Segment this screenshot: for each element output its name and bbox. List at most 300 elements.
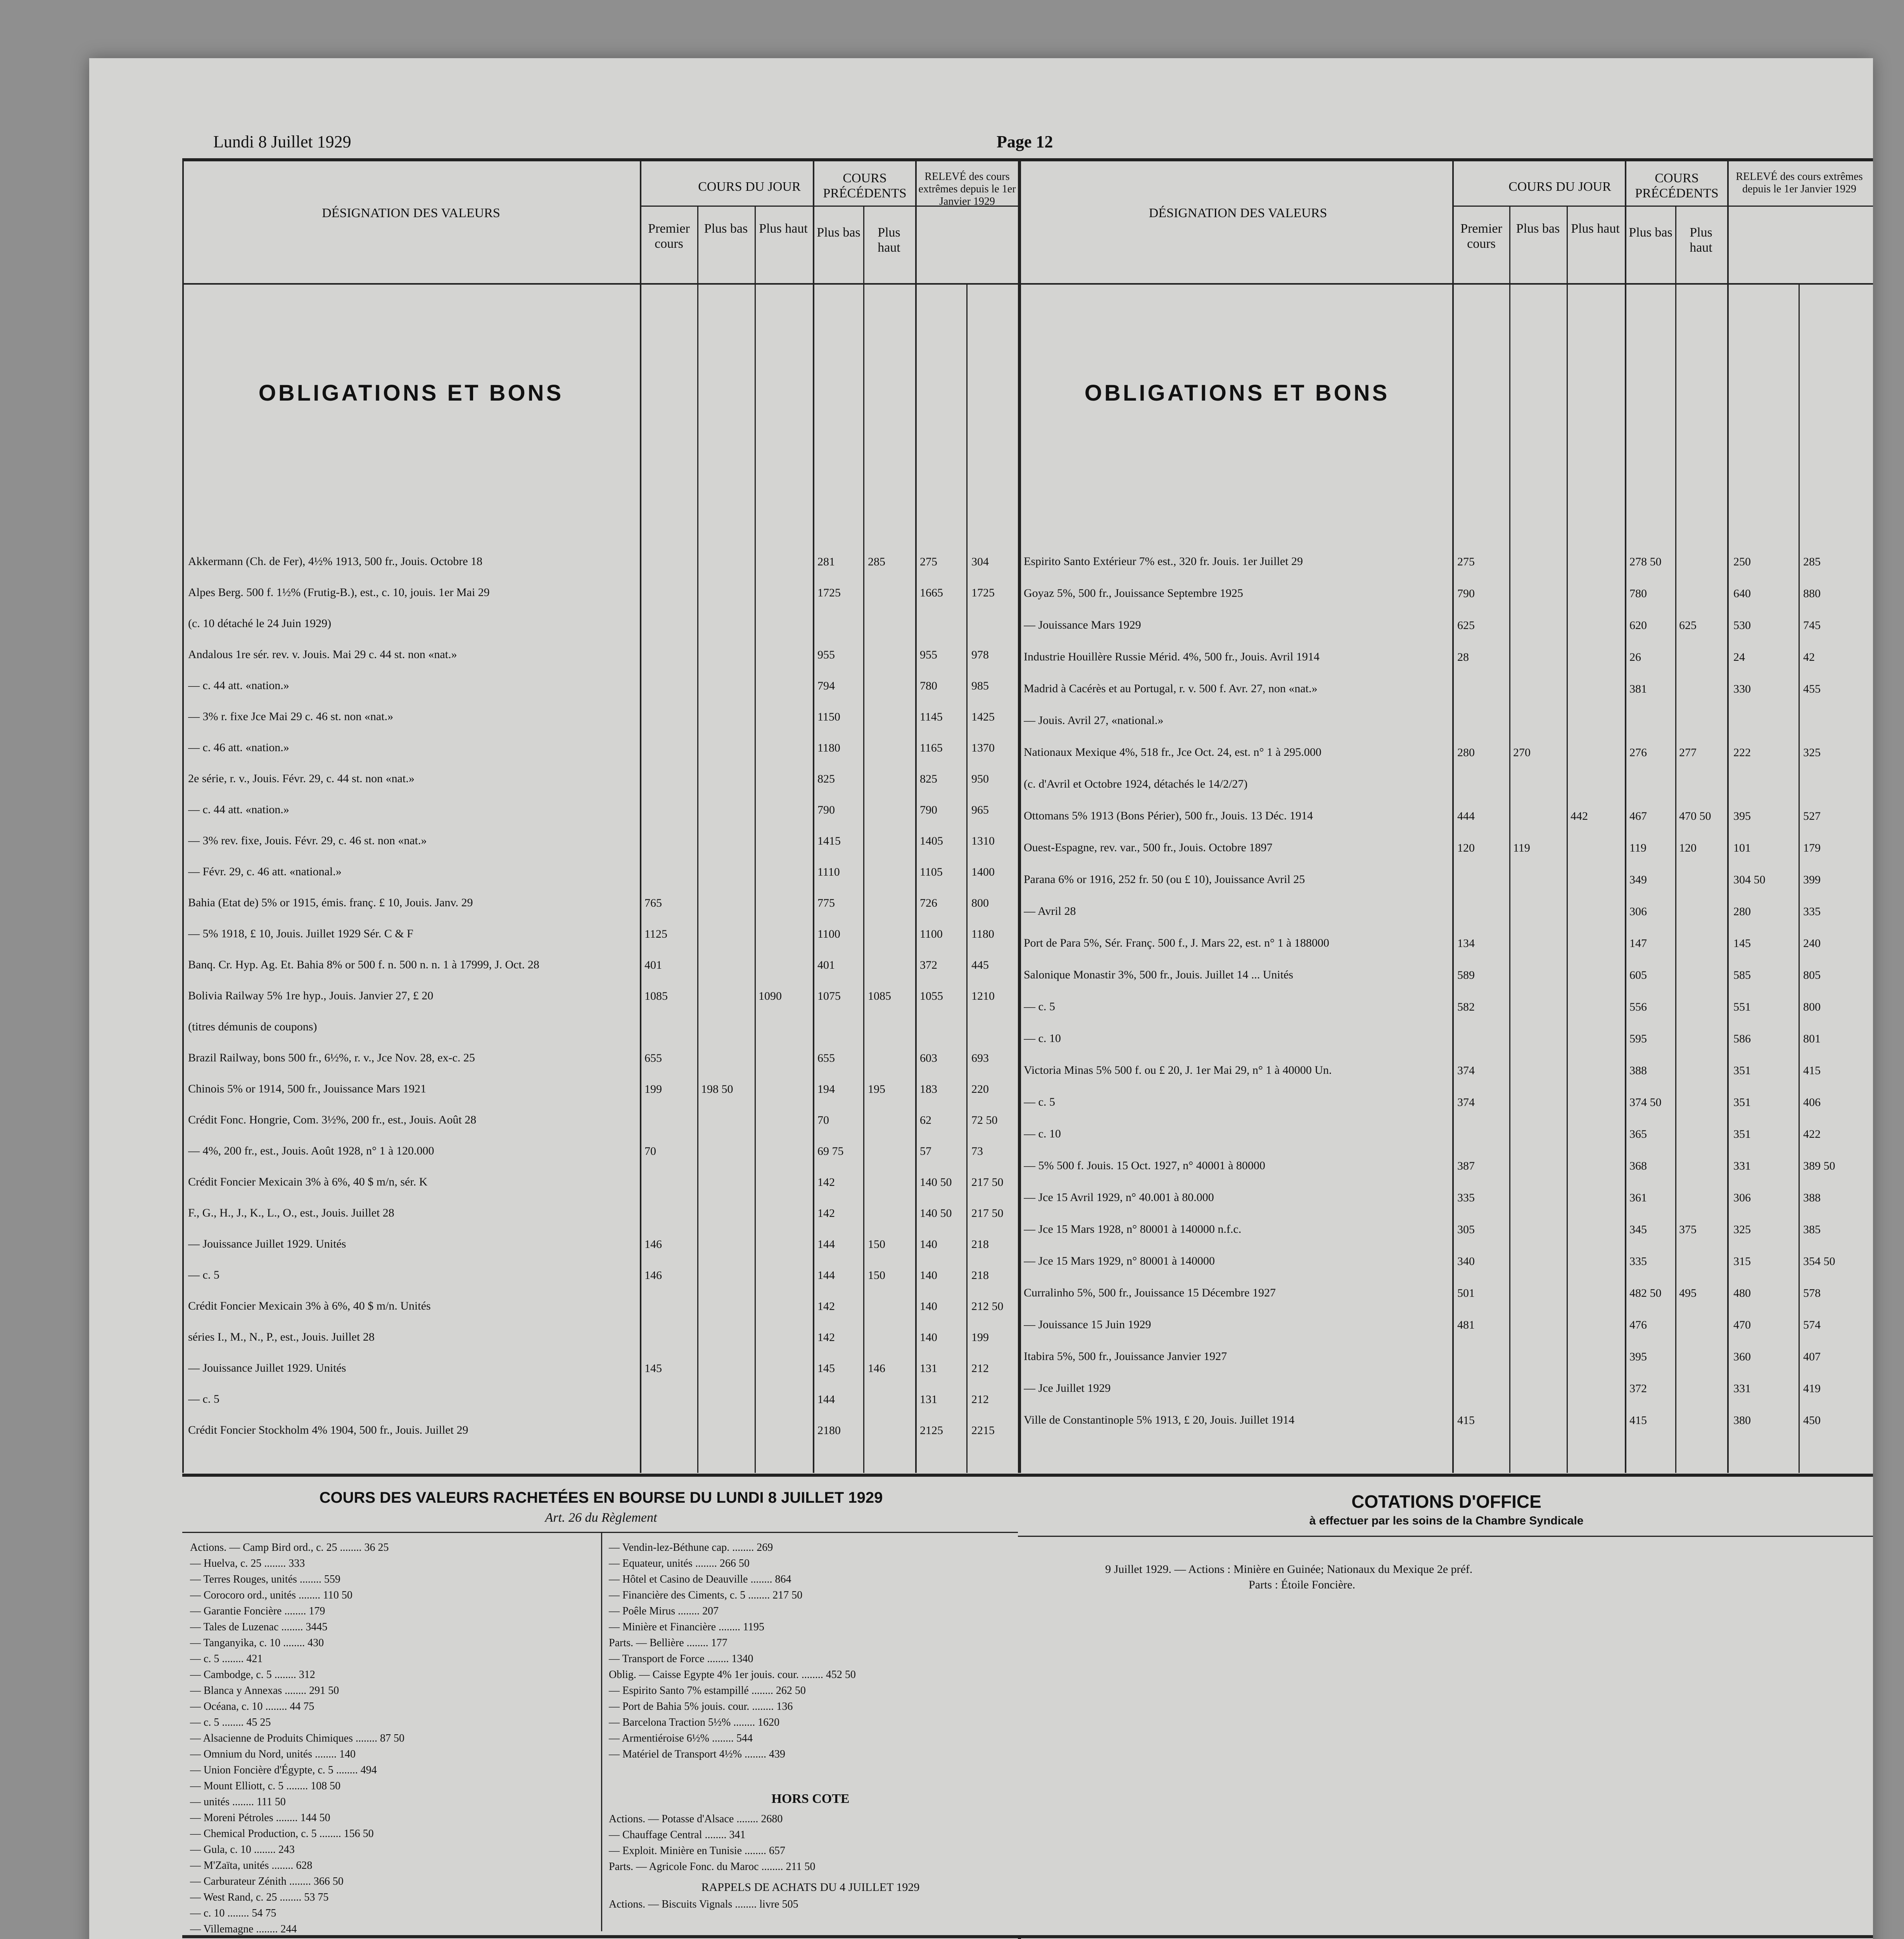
bond-value: 351 xyxy=(1733,1096,1751,1109)
bond-name: — Jouissance Juillet 1929. Unités xyxy=(188,1362,346,1374)
bond-value: 1100 xyxy=(817,928,840,940)
bond-value: 304 xyxy=(971,555,989,568)
bond-value: 217 50 xyxy=(971,1207,1004,1220)
rachetee-line: — Océana, c. 10 ........ 44 75 xyxy=(190,1701,314,1713)
bond-name: Bolivia Railway 5% 1re hyp., Jouis. Janvier 27, £ 20 xyxy=(188,989,434,1002)
bond-name: — c. 5 xyxy=(188,1393,219,1405)
bond-value: 467 xyxy=(1629,810,1647,823)
rachetee-line: — Espirito Santo 7% estampillé ........ 262 50 xyxy=(609,1685,806,1697)
bond-value: 825 xyxy=(920,772,937,785)
bond-value: 349 xyxy=(1629,873,1647,886)
rachetee-line: — Chauffage Central ........ 341 xyxy=(609,1829,746,1841)
bond-value: 119 xyxy=(1513,842,1530,854)
bond-value: 955 xyxy=(920,648,937,661)
bond-name: — Jouissance 15 Juin 1929 xyxy=(1024,1318,1151,1331)
page-number: Page 12 xyxy=(997,132,1053,151)
bond-value: 595 xyxy=(1629,1032,1647,1045)
bond-value: 950 xyxy=(971,772,989,785)
bond-name: Andalous 1re sér. rev. v. Jouis. Mai 29 c. 44 st. non «nat.» xyxy=(188,648,457,661)
bond-value: 131 xyxy=(920,1362,937,1375)
bond-value: 1405 xyxy=(920,835,943,847)
bond-name: — Jouissance Juillet 1929. Unités xyxy=(188,1237,346,1250)
bond-value: 145 xyxy=(644,1362,662,1375)
bond-name: (c. 10 détaché le 24 Juin 1929) xyxy=(188,617,332,630)
bond-name: Industrie Houillère Russie Mérid. 4%, 500 fr., Jouis. Avril 1914 xyxy=(1024,650,1320,663)
bond-name: — c. 5 xyxy=(1024,1096,1055,1108)
bond-value: 790 xyxy=(817,804,835,816)
bond-value: 220 xyxy=(971,1083,989,1096)
bond-name: Ouest-Espagne, rev. var., 500 fr., Jouis. Octobre 1897 xyxy=(1024,841,1273,854)
frame-middle xyxy=(1018,158,1021,1473)
bond-name: — c. 10 xyxy=(1024,1032,1061,1045)
rachetee-line: — Equateur, unités ........ 266 50 xyxy=(609,1557,750,1569)
bond-value: 145 xyxy=(817,1362,835,1375)
office-title: COTATIONS D'OFFICE xyxy=(1351,1491,1541,1512)
bond-value: 655 xyxy=(817,1052,835,1065)
bond-name: — 5% 1918, £ 10, Jouis. Juillet 1929 Sér. C & F xyxy=(188,927,413,940)
bond-value: 726 xyxy=(920,897,937,909)
rachetee-line: — c. 5 ........ 421 xyxy=(190,1653,263,1665)
bond-name: (c. d'Avril et Octobre 1924, détachés le 14/2/27) xyxy=(1024,778,1248,790)
bond-value: 73 xyxy=(971,1145,983,1158)
bond-value: 315 xyxy=(1733,1255,1751,1268)
bond-value: 1145 xyxy=(920,710,943,723)
top-rule xyxy=(182,158,1873,161)
bond-name: 2e série, r. v., Jouis. Févr. 29, c. 44 st. non «nat.» xyxy=(188,772,415,785)
bond-value: 1090 xyxy=(758,990,782,1002)
bond-value: 240 xyxy=(1803,937,1821,950)
bond-value: 805 xyxy=(1803,969,1821,982)
bond-value: 345 xyxy=(1629,1223,1647,1236)
bond-value: 693 xyxy=(971,1052,989,1065)
right-cours-jour-head: COURS DU JOUR xyxy=(1508,180,1611,194)
bond-value: 578 xyxy=(1803,1287,1821,1300)
bond-value: 276 xyxy=(1629,746,1647,759)
bond-value: 401 xyxy=(644,959,662,971)
rachetee-line: — c. 5 ........ 45 25 xyxy=(190,1716,271,1728)
rachetees-col2 xyxy=(609,1540,856,1762)
bond-value: 275 xyxy=(920,555,937,568)
right-prec-haut-head: Plus haut xyxy=(1690,225,1712,255)
bond-value: 146 xyxy=(644,1238,662,1251)
right-prec-bas-head: Plus bas xyxy=(1629,225,1672,240)
bond-name: — c. 44 att. «nation.» xyxy=(188,803,289,816)
bond-value: 407 xyxy=(1803,1350,1821,1363)
bond-name: Goyaz 5%, 500 fr., Jouissance Septembre 1925 xyxy=(1024,587,1243,600)
bond-value: 794 xyxy=(817,679,835,692)
rachetee-line: — Mount Elliott, c. 5 ........ 108 50 xyxy=(190,1780,341,1792)
rachetee-line: — Vendin-lez-Béthune cap. ........ 269 xyxy=(609,1542,773,1554)
bond-value: 387 xyxy=(1457,1160,1475,1172)
left-prec-haut-head: Plus haut xyxy=(878,225,900,255)
bond-value: 445 xyxy=(971,959,989,971)
bond-value: 150 xyxy=(868,1238,885,1251)
bond-value: 1075 xyxy=(817,990,841,1002)
office-line1: 9 Juillet 1929. — Actions : Minière en Guinée; Nationaux du Mexique 2e préf. xyxy=(1105,1563,1473,1576)
bond-value: 1725 xyxy=(817,586,841,599)
bond-value: 800 xyxy=(971,897,989,909)
bond-value: 388 xyxy=(1803,1191,1821,1204)
bond-value: 101 xyxy=(1733,842,1751,854)
bond-value: 144 xyxy=(817,1393,835,1406)
right-prec-head: COURS PRÉCÉDENTS xyxy=(1635,171,1719,201)
rappels-achats-title: RAPPELS DE ACHATS DU 4 JUILLET 1929 xyxy=(701,1881,920,1894)
rachetee-line: — Gula, c. 10 ........ 243 xyxy=(190,1844,295,1856)
bond-value: 360 xyxy=(1733,1350,1751,1363)
bond-value: 142 xyxy=(817,1207,835,1220)
bond-value: 1180 xyxy=(971,928,994,940)
bond-value: 70 xyxy=(817,1114,829,1127)
rachetee-line: — Huelva, c. 25 ........ 333 xyxy=(190,1557,305,1569)
bond-name: Ville de Constantinople 5% 1913, £ 20, Jouis. Juillet 1914 xyxy=(1024,1414,1295,1426)
bond-value: 2125 xyxy=(920,1424,943,1437)
bond-value: 142 xyxy=(817,1331,835,1344)
bond-name: — Jouis. Avril 27, «national.» xyxy=(1024,714,1164,727)
bond-value: 481 xyxy=(1457,1319,1475,1331)
bond-value: 1165 xyxy=(920,741,943,754)
hors-cote-title: HORS COTE xyxy=(771,1792,850,1806)
bond-value: 278 50 xyxy=(1629,555,1662,568)
bond-value: 340 xyxy=(1457,1255,1475,1268)
rachetees-col3 xyxy=(609,1811,815,1875)
bond-value: 527 xyxy=(1803,810,1821,823)
bond-name: — 5% 500 f. Jouis. 15 Oct. 1927, n° 40001 à 80000 xyxy=(1024,1159,1265,1172)
bond-value: 285 xyxy=(868,555,885,568)
rachetee-line: — Chemical Production, c. 5 ........ 156 50 xyxy=(190,1828,374,1840)
bond-value: 331 xyxy=(1733,1382,1751,1395)
bond-value: 1400 xyxy=(971,866,995,878)
bond-value: 144 xyxy=(817,1269,835,1282)
left-haut-head: Plus haut xyxy=(759,221,808,236)
right-bas-head: Plus bas xyxy=(1516,221,1560,236)
bond-value: 985 xyxy=(971,679,989,692)
bond-value: 368 xyxy=(1629,1160,1647,1172)
rachetee-line: — Tanganyika, c. 10 ........ 430 xyxy=(190,1637,324,1649)
bond-value: 140 xyxy=(920,1238,937,1251)
bond-value: 1665 xyxy=(920,586,943,599)
bond-value: 146 xyxy=(868,1362,885,1375)
rachetee-line: — Cambodge, c. 5 ........ 312 xyxy=(190,1669,315,1681)
rachetee-line: — Terres Rouges, unités ........ 559 xyxy=(190,1573,340,1585)
bond-name: séries I., M., N., P., est., Jouis. Juillet 28 xyxy=(188,1331,375,1343)
rachetees-title: COURS DES VALEURS RACHETÉES EN BOURSE DU LUNDI 8 JUILLET 1929 xyxy=(319,1489,883,1506)
rachetee-line: — Omnium du Nord, unités ........ 140 xyxy=(190,1748,356,1760)
bond-value: 1055 xyxy=(920,990,943,1002)
bond-value: 218 xyxy=(971,1269,989,1282)
bond-value: 144 xyxy=(817,1238,835,1251)
bond-value: 354 50 xyxy=(1803,1255,1835,1268)
bond-value: 281 xyxy=(817,555,835,568)
left-releve-head: RELEVÉ des cours extrêmes depuis le 1er Janvier 1929 xyxy=(918,171,1016,208)
bond-value: 389 50 xyxy=(1803,1160,1835,1172)
bond-value: 801 xyxy=(1803,1032,1821,1045)
bond-value: 183 xyxy=(920,1083,937,1096)
bond-value: 395 xyxy=(1629,1350,1647,1363)
bond-value: 470 xyxy=(1733,1319,1751,1331)
bond-value: 444 xyxy=(1457,810,1475,823)
bond-value: 495 xyxy=(1679,1287,1697,1300)
bond-value: 142 xyxy=(817,1176,835,1189)
bond-name: Crédit Foncier Mexicain 3% à 6%, 40 $ m/n, sér. K xyxy=(188,1175,428,1188)
bond-value: 415 xyxy=(1629,1414,1647,1427)
bond-value: 285 xyxy=(1803,555,1821,568)
rachetee-line: Parts. — Agricole Fonc. du Maroc ........ 211 50 xyxy=(609,1861,816,1873)
bond-value: 625 xyxy=(1457,619,1475,632)
rachetee-line: — Exploit. Minière en Tunisie ........ 657 xyxy=(609,1845,785,1857)
bond-value: 422 xyxy=(1803,1128,1821,1141)
bond-name: — Avril 28 xyxy=(1024,905,1076,918)
bond-name: — c. 10 xyxy=(1024,1127,1061,1140)
bond-value: 374 xyxy=(1457,1064,1475,1077)
rachetee-line: — M'Zaïta, unités ........ 628 xyxy=(190,1860,313,1872)
bond-name: Parana 6% or 1916, 252 fr. 50 (ou £ 10), Jouissance Avril 25 xyxy=(1024,873,1305,886)
rachetees-subtitle: Art. 26 du Règlement xyxy=(545,1510,657,1525)
bond-value: 589 xyxy=(1457,969,1475,982)
bond-value: 275 xyxy=(1457,555,1475,568)
bond-value: 388 xyxy=(1629,1064,1647,1077)
rachetee-line: — Alsacienne de Produits Chimiques ........ 87 50 xyxy=(190,1732,404,1744)
bond-value: 28 xyxy=(1457,651,1469,664)
bond-value: 955 xyxy=(817,648,835,661)
bond-value: 142 xyxy=(817,1300,835,1313)
bond-value: 217 50 xyxy=(971,1176,1004,1189)
bond-value: 775 xyxy=(817,897,835,909)
rachetee-line: — Barcelona Traction 5½% ........ 1620 xyxy=(609,1716,780,1728)
bond-value: 655 xyxy=(644,1052,662,1065)
bond-value: 120 xyxy=(1457,842,1475,854)
bond-name: — Jce 15 Mars 1929, n° 80001 à 140000 xyxy=(1024,1255,1215,1267)
bond-value: 399 xyxy=(1803,873,1821,886)
bond-name: Salonique Monastir 3%, 500 fr., Jouis. Juillet 14 ... Unités xyxy=(1024,968,1293,981)
right-designation-head: DÉSIGNATION DES VALEURS xyxy=(1149,206,1327,220)
bond-value: 374 50 xyxy=(1629,1096,1662,1109)
bond-name: — Jce 15 Avril 1929, n° 40.001 à 80.000 xyxy=(1024,1191,1214,1204)
rachetee-line: — Transport de Force ........ 1340 xyxy=(609,1653,753,1665)
page-date: Lundi 8 Juillet 1929 xyxy=(213,132,351,151)
bond-value: 880 xyxy=(1803,587,1821,600)
rachetee-line: — Moreni Pétroles ........ 144 50 xyxy=(190,1812,330,1824)
bond-value: 335 xyxy=(1457,1191,1475,1204)
bond-name: — 4%, 200 fr., est., Jouis. Août 1928, n° 1 à 120.000 xyxy=(188,1144,434,1157)
bond-value: 395 xyxy=(1733,810,1751,823)
bond-name: Ottomans 5% 1913 (Bons Périer), 500 fr., Jouis. 13 Déc. 1914 xyxy=(1024,809,1313,822)
bond-value: 361 xyxy=(1629,1191,1647,1204)
bond-value: 419 xyxy=(1803,1382,1821,1395)
right-section-title: OBLIGATIONS ET BONS xyxy=(1084,380,1390,406)
bond-value: 335 xyxy=(1803,905,1821,918)
bond-value: 574 xyxy=(1803,1319,1821,1331)
bond-value: 372 xyxy=(1629,1382,1647,1395)
bond-value: 140 xyxy=(920,1269,937,1282)
bond-value: 765 xyxy=(644,897,662,909)
bond-value: 1105 xyxy=(920,866,943,878)
bond-value: 603 xyxy=(920,1052,937,1065)
left-prec-head: COURS PRÉCÉDENTS xyxy=(823,171,907,201)
newspaper-page xyxy=(89,58,1873,1939)
bond-value: 1150 xyxy=(817,710,840,723)
rachetee-line: — Minière et Financière ........ 1195 xyxy=(609,1621,764,1633)
bond-value: 965 xyxy=(971,804,989,816)
bond-value: 306 xyxy=(1733,1191,1751,1204)
left-bas-head: Plus bas xyxy=(704,221,748,236)
rachetee-line: — unités ........ 111 50 xyxy=(190,1796,286,1808)
bond-name: — Jce Juillet 1929 xyxy=(1024,1382,1111,1395)
bond-value: 147 xyxy=(1629,937,1647,950)
bond-value: 2180 xyxy=(817,1424,841,1437)
rachetee-line: — Blanca y Annexas ........ 291 50 xyxy=(190,1685,339,1697)
rachetee-line: — Union Foncière d'Égypte, c. 5 ........ 494 xyxy=(190,1764,377,1776)
rachetee-line: — Villemagne ........ 244 xyxy=(190,1923,297,1935)
bond-value: 442 xyxy=(1571,810,1588,823)
left-designation-head: DÉSIGNATION DES VALEURS xyxy=(322,206,500,220)
bond-value: 381 xyxy=(1629,683,1647,695)
bond-value: 1425 xyxy=(971,710,995,723)
bond-value: 1100 xyxy=(920,928,943,940)
bond-name: (titres démunis de coupons) xyxy=(188,1020,317,1033)
rachetee-line: — Tales de Luzenac ........ 3445 xyxy=(190,1621,328,1633)
bond-value: 1085 xyxy=(868,990,891,1002)
rachetee-line: — c. 10 ........ 54 75 xyxy=(190,1907,276,1919)
bond-value: 476 xyxy=(1629,1319,1647,1331)
bond-value: 745 xyxy=(1803,619,1821,632)
bond-name: — 3% r. fixe Jce Mai 29 c. 46 st. non «nat.» xyxy=(188,710,394,723)
rachetee-line: — Hôtel et Casino de Deauville ........ 864 xyxy=(609,1573,791,1585)
bond-value: 620 xyxy=(1629,619,1647,632)
bond-value: 72 50 xyxy=(971,1114,998,1127)
rachetee-line: — Armentiéroise 6½% ........ 544 xyxy=(609,1732,753,1744)
bond-value: 790 xyxy=(1457,587,1475,600)
bond-name: Bahia (Etat de) 5% or 1915, émis. franç. £ 10, Jouis. Janv. 29 xyxy=(188,896,473,909)
bond-value: 179 xyxy=(1803,842,1821,854)
bond-value: 585 xyxy=(1733,969,1751,982)
bond-value: 401 xyxy=(817,959,835,971)
rappels-achats-line: Actions. — Biscuits Vignals ........ livre 505 xyxy=(609,1898,798,1910)
bond-value: 277 xyxy=(1679,746,1697,759)
frame-left xyxy=(182,158,184,1473)
left-section-title: OBLIGATIONS ET BONS xyxy=(258,380,564,406)
rachetee-line: — Corocoro ord., unités ........ 110 50 xyxy=(190,1589,352,1601)
rachetee-line: — Financière des Ciments, c. 5 ........ 217 50 xyxy=(609,1589,803,1601)
bond-value: 146 xyxy=(644,1269,662,1282)
bond-value: 605 xyxy=(1629,969,1647,982)
mid-rule xyxy=(182,1474,1873,1477)
bond-value: 2215 xyxy=(971,1424,995,1437)
bond-value: 304 50 xyxy=(1733,873,1766,886)
bond-value: 280 xyxy=(1457,746,1475,759)
rachetee-line: — Garantie Foncière ........ 179 xyxy=(190,1605,325,1617)
bond-value: 70 xyxy=(644,1145,656,1158)
bond-value: 385 xyxy=(1803,1223,1821,1236)
bond-value: 325 xyxy=(1803,746,1821,759)
bond-value: 800 xyxy=(1803,1001,1821,1013)
bond-name: Crédit Foncier Mexicain 3% à 6%, 40 $ m/n. Unités xyxy=(188,1300,431,1312)
bond-value: 586 xyxy=(1733,1032,1751,1045)
bond-value: 335 xyxy=(1629,1255,1647,1268)
office-subtitle: à effectuer par les soins de la Chambre Syndicale xyxy=(1309,1514,1584,1527)
left-cours-jour-head: COURS DU JOUR xyxy=(698,180,801,194)
bond-value: 140 xyxy=(920,1331,937,1344)
rachetee-line: — Matériel de Transport 4½% ........ 439 xyxy=(609,1748,785,1760)
bond-value: 640 xyxy=(1733,587,1751,600)
bond-value: 198 50 xyxy=(701,1083,733,1096)
bond-value: 306 xyxy=(1629,905,1647,918)
bond-name: Espirito Santo Extérieur 7% est., 320 fr. Jouis. 1er Juillet 29 xyxy=(1024,555,1303,568)
bond-name: Crédit Foncier Stockholm 4% 1904, 500 fr., Jouis. Juillet 29 xyxy=(188,1424,468,1436)
bond-name: Banq. Cr. Hyp. Ag. Et. Bahia 8% or 500 f. n. 500 n. n. 1 à 17999, J. Oct. 28 xyxy=(188,958,539,971)
changes-rule xyxy=(182,1935,1873,1938)
bond-value: 1125 xyxy=(644,928,667,940)
bond-name: Akkermann (Ch. de Fer), 4½% 1913, 500 fr., Jouis. Octobre 18 xyxy=(188,555,483,568)
bond-value: 1415 xyxy=(817,835,841,847)
bond-name: — Jce 15 Mars 1928, n° 80001 à 140000 n.f.c. xyxy=(1024,1223,1242,1236)
rachetee-line: Parts. — Bellière ........ 177 xyxy=(609,1637,727,1649)
bond-value: 62 xyxy=(920,1114,931,1127)
bond-value: 415 xyxy=(1803,1064,1821,1077)
bond-name: Crédit Fonc. Hongrie, Com. 3½%, 200 fr., est., Jouis. Août 28 xyxy=(188,1113,477,1126)
bond-value: 140 50 xyxy=(920,1176,952,1189)
bond-value: 470 50 xyxy=(1679,810,1711,823)
bond-name: — Févr. 29, c. 46 att. «national.» xyxy=(188,865,342,878)
left-premier-head: Premier cours xyxy=(648,221,690,251)
rachetee-line: Oblig. — Caisse Egypte 4% 1er jouis. cour. ........ 452 50 xyxy=(609,1669,856,1681)
bond-value: 150 xyxy=(868,1269,885,1282)
bond-value: 375 xyxy=(1679,1223,1697,1236)
bond-name: — 3% rev. fixe, Jouis. Févr. 29, c. 46 st. non «nat.» xyxy=(188,834,427,847)
bond-value: 1085 xyxy=(644,990,668,1002)
bond-value: 351 xyxy=(1733,1064,1751,1077)
bond-value: 195 xyxy=(868,1083,885,1096)
bond-name: Victoria Minas 5% 500 f. ou £ 20, J. 1er Mai 29, n° 1 à 40000 Un. xyxy=(1024,1064,1332,1077)
bond-value: 120 xyxy=(1679,842,1697,854)
bond-name: Curralinho 5%, 500 fr., Jouissance 15 Décembre 1927 xyxy=(1024,1286,1276,1299)
bond-value: 199 xyxy=(971,1331,989,1344)
bond-value: 455 xyxy=(1803,683,1821,695)
bond-value: 978 xyxy=(971,648,989,661)
bond-value: 140 50 xyxy=(920,1207,952,1220)
bond-name: Itabira 5%, 500 fr., Jouissance Janvier 1927 xyxy=(1024,1350,1227,1363)
bond-value: 825 xyxy=(817,772,835,785)
bond-value: 351 xyxy=(1733,1128,1751,1141)
bond-value: 194 xyxy=(817,1083,835,1096)
bond-value: 222 xyxy=(1733,746,1751,759)
bond-value: 218 xyxy=(971,1238,989,1251)
bond-name: — c. 46 att. «nation.» xyxy=(188,741,289,754)
bond-value: 145 xyxy=(1733,937,1751,950)
bond-value: 625 xyxy=(1679,619,1697,632)
bond-value: 250 xyxy=(1733,555,1751,568)
bond-value: 1180 xyxy=(817,741,840,754)
bond-name: F., G., H., J., K., L., O., est., Jouis. Juillet 28 xyxy=(188,1206,394,1219)
rachetee-line: — Poêle Mirus ........ 207 xyxy=(609,1605,719,1617)
bond-value: 780 xyxy=(1629,587,1647,600)
bond-value: 1725 xyxy=(971,586,995,599)
rachetee-line: — Port de Bahia 5% jouis. cour. ........ 136 xyxy=(609,1701,793,1713)
bond-value: 780 xyxy=(920,679,937,692)
rachetee-line: Actions. — Camp Bird ord., c. 25 ........ 36 25 xyxy=(190,1542,389,1554)
bond-value: 556 xyxy=(1629,1001,1647,1013)
bond-value: 482 50 xyxy=(1629,1287,1662,1300)
bond-name: Brazil Railway, bons 500 fr., 6½%, r. v., Jce Nov. 28, ex-c. 25 xyxy=(188,1051,475,1064)
bond-value: 1210 xyxy=(971,990,995,1002)
bond-name: Madrid à Cacérès et au Portugal, r. v. 500 f. Avr. 27, non «nat.» xyxy=(1024,682,1318,695)
bond-value: 212 xyxy=(971,1362,989,1375)
bond-value: 501 xyxy=(1457,1287,1475,1300)
right-releve-head: RELEVÉ des cours extrêmes depuis le 1er Janvier 1929 xyxy=(1736,171,1863,195)
bond-value: 582 xyxy=(1457,1001,1475,1013)
bond-name: — c. 5 xyxy=(1024,1000,1055,1013)
bond-value: 26 xyxy=(1629,651,1641,664)
bond-value: 131 xyxy=(920,1393,937,1406)
